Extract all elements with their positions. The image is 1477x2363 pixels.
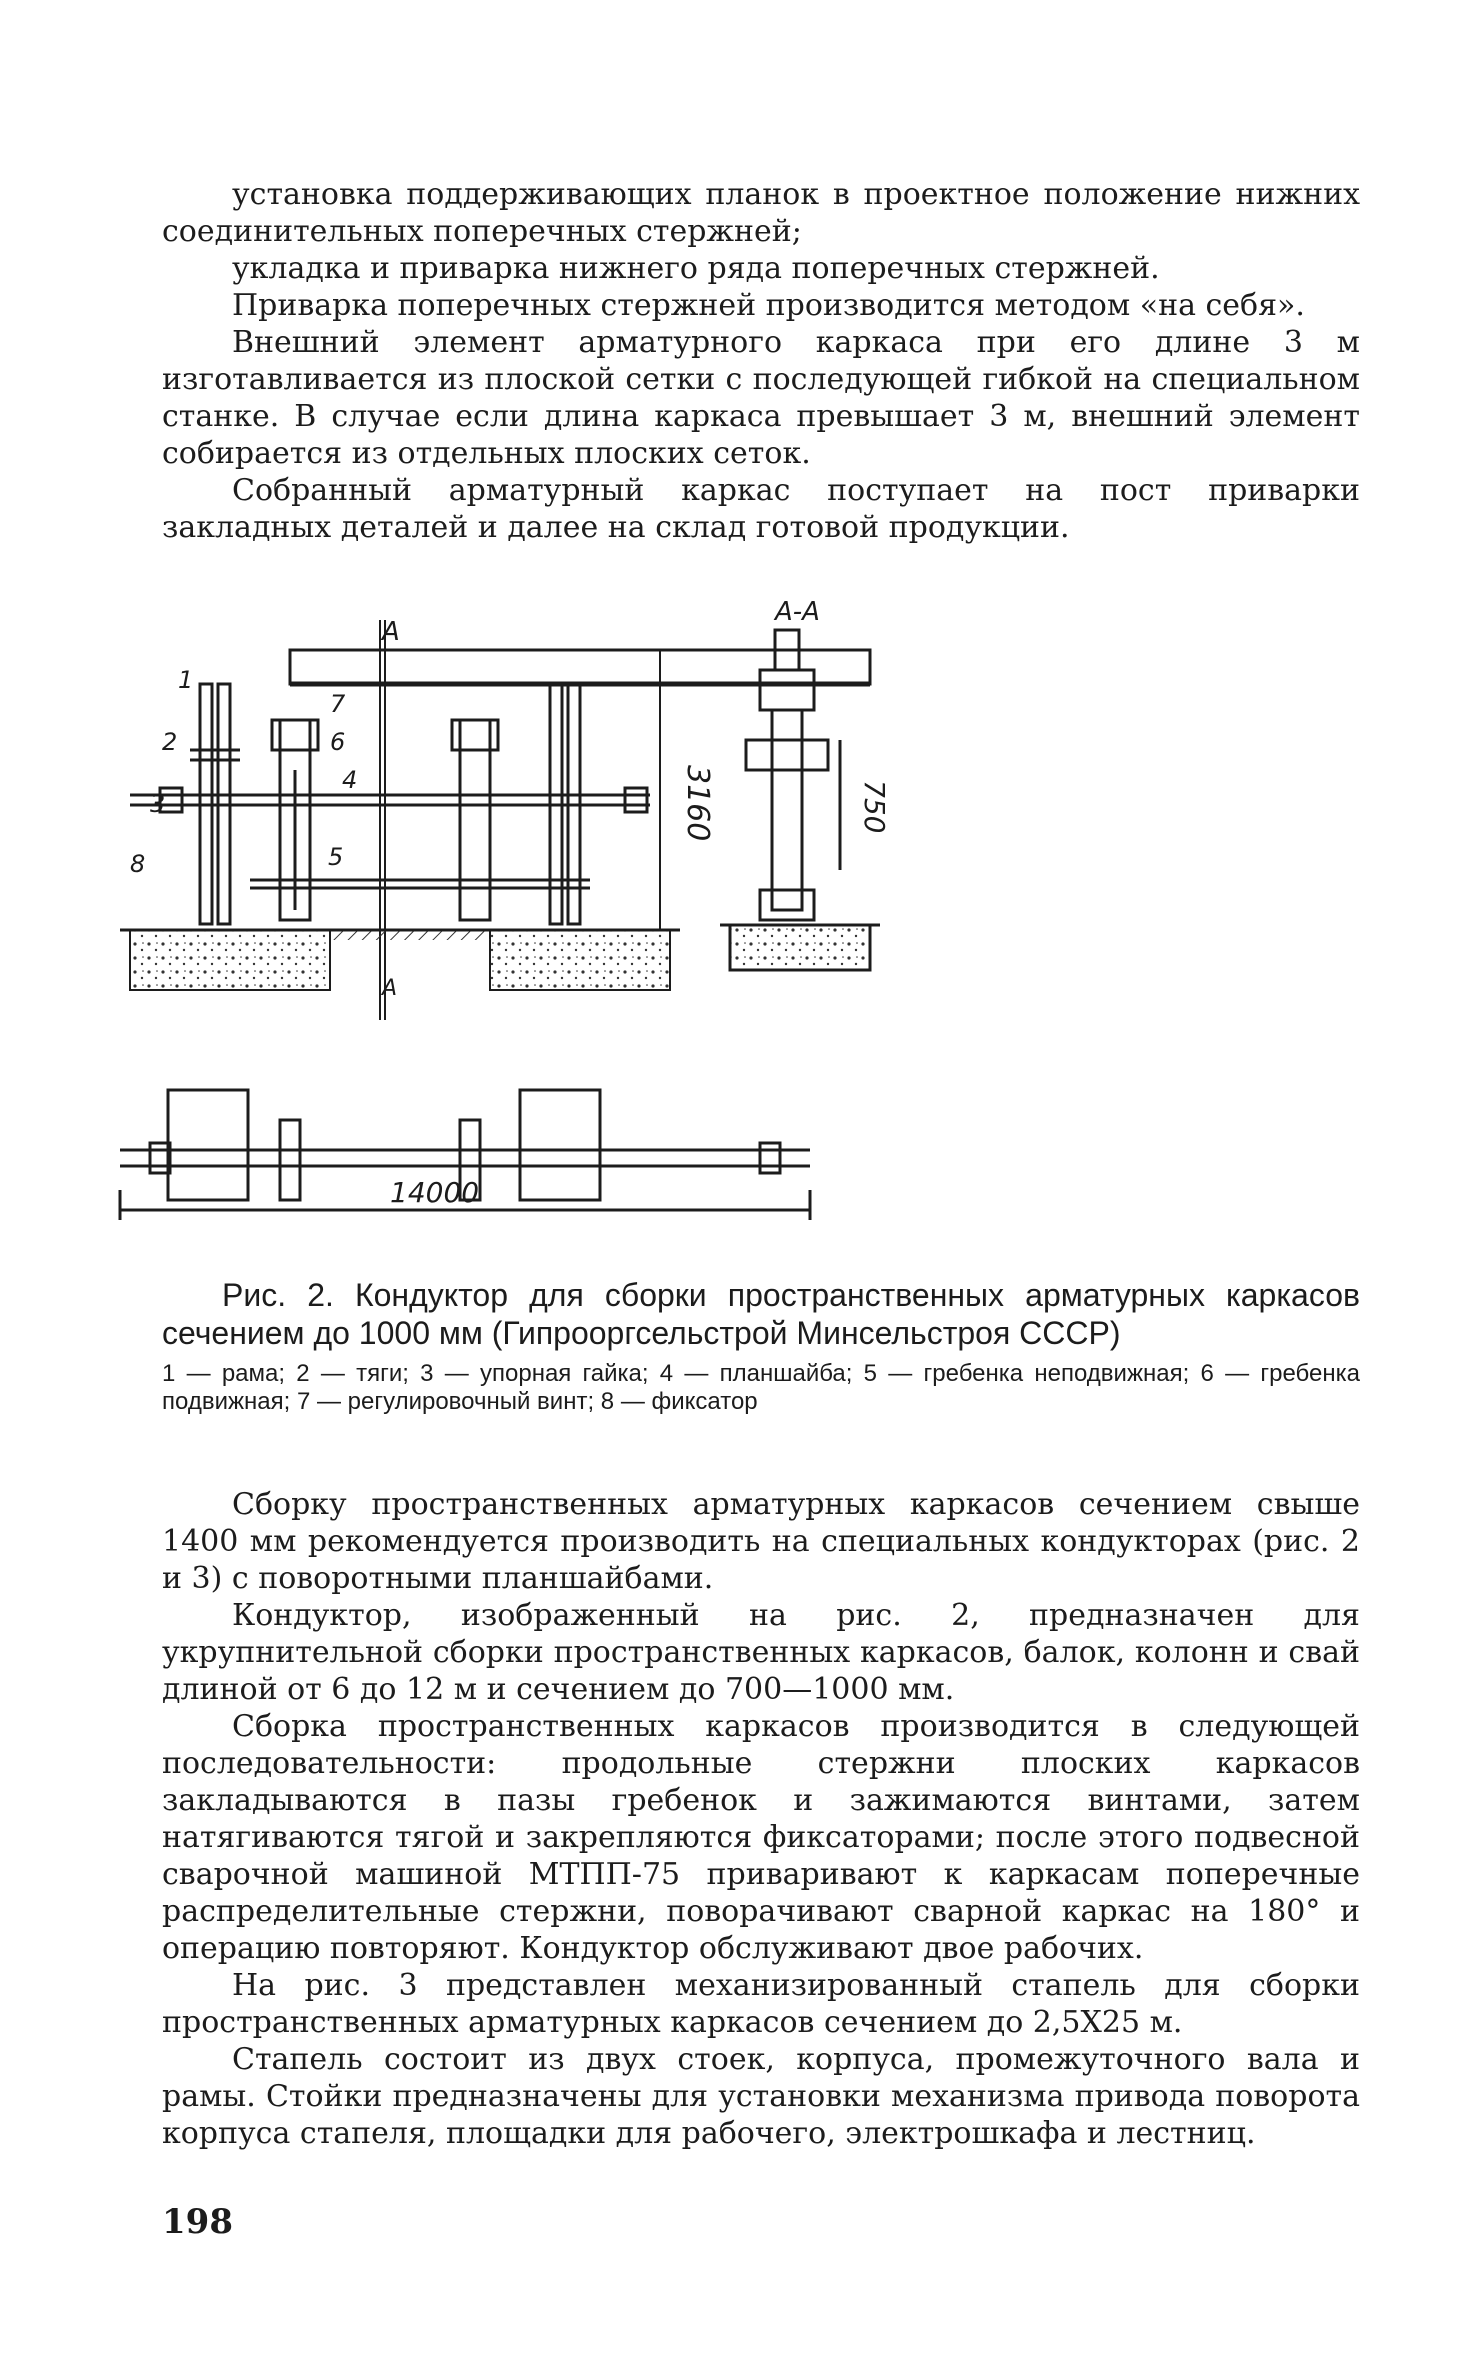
caption-title: Рис. 2. Кондуктор для сборки пространственных арматурных каркасов сечением до 1000 мм (Гипрооргсельстрой Минсельстроя СССР) <box>162 1277 1360 1351</box>
tie-rod <box>130 788 650 888</box>
right-comb-stand <box>452 720 498 920</box>
foundation <box>120 930 680 990</box>
section-view <box>720 630 880 970</box>
page-number: 198 <box>162 2202 233 2242</box>
paragraph-bottom-5: Стапель состоит из двух стоек, корпуса, промежуточного вала и рамы. Стойки предназначены для установки механизма привода поворота корпуса стапеля, площадки для рабочего, электрошкафа и лестниц. <box>162 2042 1360 2151</box>
callout-7: 7 <box>330 690 346 718</box>
section-mark-top: А <box>382 617 400 647</box>
drawing-svg <box>130 590 1360 1240</box>
callout-5: 5 <box>328 843 344 871</box>
callout-4: 4 <box>342 766 358 794</box>
paragraph-top-5: Собранный арматурный каркас поступает на пост приварки закладных деталей и далее на склад готовой продукции. <box>162 473 1360 545</box>
paragraph-top-3: Приварка поперечных стержней производится методом «на себя». <box>232 288 1305 323</box>
paragraph-bottom-2: Кондуктор, изображенный на рис. 2, предназначен для укрупнительной сборки пространственных каркасов, балок, колонн и свай длиной от 6 до 12 м и сечением до 700—1000 мм. <box>162 1598 1360 1707</box>
caption-legend: 1 — рама; 2 — тяги; 3 — упорная гайка; 4 — планшайба; 5 — гребенка неподвижная; 6 — гребенка подвижная; 7 — регулировочный винт; 8 — фиксатор <box>162 1360 1360 1415</box>
conductor-drawing <box>130 590 1360 1240</box>
paragraph-bottom-1: Сборку пространственных арматурных каркасов сечением свыше 1400 мм рекомендуется производить на специальных кондукторах (рис. 2 и 3) с поворотными планшайбами. <box>162 1487 1360 1596</box>
callout-8: 8 <box>130 850 146 878</box>
dimension-length: 14000 <box>390 1176 480 1209</box>
callout-1: 1 <box>178 666 194 694</box>
paragraph-bottom-3: Сборка пространственных каркасов производится в следующей последовательности: продольные стержни плоских каркасов закладываются в пазы гребенок и зажимаются винтами, затем натягиваются тягой и закрепляются фиксаторами; после этого подвесной сварочной машиной МТПП-75 приваривают к каркасам поперечные распределительные стержни, поворачивают сварной каркас на 180° и операцию повторяют. Кондуктор обслуживают двое рабочих. <box>162 1709 1360 1966</box>
paragraph-top-2: укладка и приварка нижнего ряда поперечных стержней. <box>232 251 1160 286</box>
callout-3: 3 <box>150 790 166 818</box>
callout-2: 2 <box>162 728 178 756</box>
dimension-height: 3160 <box>680 765 715 842</box>
paragraph-bottom-4: На рис. 3 представлен механизированный стапель для сборки пространственных арматурных каркасов сечением до 2,5Х25 м. <box>162 1968 1360 2040</box>
paragraph-top-4: Внешний элемент арматурного каркаса при его длине 3 м изготавливается из плоской сетки с последующей гибкой на специальном станке. В случае если длина каркаса превышает 3 м, внешний элемент собирается из отдельных плоских сеток. <box>162 325 1360 471</box>
section-mark-bottom: А <box>382 976 398 1001</box>
dimension-section: 750 <box>858 780 891 834</box>
section-title: А-А <box>775 597 820 627</box>
height-dimension <box>650 650 670 930</box>
callout-6: 6 <box>330 728 346 756</box>
paragraph-top-1: установка поддерживающих планок в проектное положение нижних соединительных поперечных стержней; <box>162 177 1360 249</box>
figure-caption <box>162 1276 1360 1416</box>
callout-labels <box>130 666 357 878</box>
left-comb-stand <box>272 720 318 920</box>
